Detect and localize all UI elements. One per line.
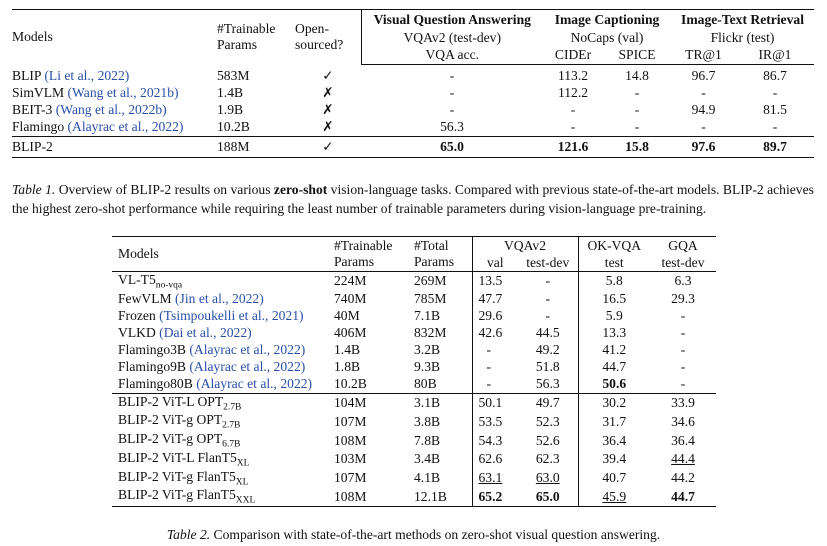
gqa-cell: 34.6 bbox=[671, 413, 695, 429]
header-open-sourced bbox=[295, 10, 361, 65]
val-cell: 63.1 bbox=[478, 469, 503, 485]
val-cell: - bbox=[486, 376, 492, 392]
okvqa-cell: 16.5 bbox=[602, 291, 627, 307]
table1-row bbox=[12, 119, 814, 137]
total-cell: 9.3B bbox=[414, 359, 472, 376]
model-name: VLKD bbox=[118, 325, 156, 341]
params-cell: 188M bbox=[217, 136, 295, 157]
vqa-cell: - bbox=[449, 68, 455, 83]
model-subscript: XXL bbox=[235, 496, 256, 507]
model-subscript: no-vqa bbox=[155, 280, 183, 291]
testdev-cell: 49.7 bbox=[518, 393, 578, 412]
total-cell: 269M bbox=[414, 272, 472, 291]
citation-link[interactable]: (Wang et al., 2022b) bbox=[55, 102, 167, 117]
val-cell: - bbox=[486, 342, 492, 358]
total-cell: 4.1B bbox=[414, 469, 472, 488]
vqa-metric: VQA acc. bbox=[361, 46, 543, 65]
header-trainable-line1: #Trainable bbox=[334, 238, 393, 253]
trainable-cell: 740M bbox=[334, 291, 367, 307]
okvqa-cell: 30.2 bbox=[578, 393, 650, 412]
testdev-cell: 49.2 bbox=[518, 342, 578, 359]
trainable-cell: 1.4B bbox=[334, 342, 361, 358]
gqa-cell: 33.9 bbox=[650, 393, 716, 412]
testdev-value: 63.0 bbox=[535, 469, 560, 485]
table2-row bbox=[112, 376, 716, 394]
tr-cell: - bbox=[701, 119, 706, 134]
model-name: Flamingo9B bbox=[118, 359, 186, 375]
table2-row-blip2 bbox=[112, 469, 716, 488]
header-total-line1: #Total bbox=[414, 238, 449, 253]
testdev-cell: - bbox=[518, 291, 578, 308]
testdev-cell: 56.3 bbox=[518, 376, 578, 394]
gqa-cell: - bbox=[680, 359, 686, 375]
table2-row bbox=[112, 291, 716, 308]
model-name: BLIP-2 ViT-L FlanT5 bbox=[118, 449, 237, 465]
testdev-cell: - bbox=[518, 272, 578, 291]
table2-row-blip2 bbox=[112, 393, 716, 412]
table1-row bbox=[12, 102, 814, 119]
citation-link[interactable]: (Jin et al., 2022) bbox=[175, 291, 264, 307]
header-trainable-line2: Params bbox=[334, 254, 375, 269]
model-name: BLIP-2 ViT-g OPT bbox=[118, 431, 223, 447]
cider-cell: 113.2 bbox=[557, 68, 589, 83]
model-name: BLIP-2 ViT-g FlanT5 bbox=[118, 487, 236, 503]
table2-row bbox=[112, 359, 716, 376]
val-cell: 62.6 bbox=[478, 451, 503, 467]
sub-val: val bbox=[472, 254, 518, 272]
model-name: SimVLM bbox=[12, 85, 65, 100]
citation-link[interactable]: (Tsimpoukelli et al., 2021) bbox=[159, 308, 304, 324]
tr-header: TR@1 bbox=[671, 46, 736, 65]
trainable-cell: 103M bbox=[334, 451, 367, 467]
citation-link[interactable]: (Alayrac et al., 2022) bbox=[196, 376, 313, 392]
trainable-cell: 40M bbox=[334, 308, 360, 324]
testdev-cell: 52.6 bbox=[518, 431, 578, 450]
vqa-cell: 65.0 bbox=[361, 136, 543, 157]
total-cell: 785M bbox=[414, 291, 472, 308]
val-cell: 13.5 bbox=[478, 273, 503, 289]
citation-link[interactable]: (Wang et al., 2021b) bbox=[67, 85, 179, 100]
ir-cell: - bbox=[772, 85, 778, 100]
vqa-cell: - bbox=[449, 85, 455, 100]
trainable-cell: 108M bbox=[334, 487, 414, 506]
gqa-cell: 6.3 bbox=[674, 273, 692, 289]
testdev-cell: 51.8 bbox=[518, 359, 578, 376]
group-captioning: Image Captioning bbox=[543, 10, 671, 30]
table2-row bbox=[112, 308, 716, 325]
table2-row bbox=[112, 272, 716, 291]
okvqa-cell: 50.6 bbox=[602, 376, 627, 392]
group-vqa: Visual Question Answering bbox=[361, 10, 543, 30]
trainable-cell: 108M bbox=[334, 432, 367, 448]
header-open-line1: Open- bbox=[295, 21, 329, 37]
vqa-cell: - bbox=[449, 102, 455, 117]
open-cell: ✓ bbox=[322, 68, 334, 83]
table2-row-blip2 bbox=[112, 487, 716, 506]
table-2-caption bbox=[0, 525, 827, 544]
table1-row bbox=[12, 85, 814, 102]
header-open-line2: sourced? bbox=[295, 37, 344, 53]
total-cell: 12.1B bbox=[414, 487, 472, 506]
header-trainable-line1: #Trainable bbox=[217, 21, 276, 37]
okvqa-cell bbox=[578, 487, 650, 506]
tr-cell: 94.9 bbox=[691, 102, 716, 117]
citation-link[interactable]: (Alayrac et al., 2022) bbox=[189, 342, 306, 358]
table2-row bbox=[112, 325, 716, 342]
header-vqav2: VQAv2 bbox=[472, 237, 578, 255]
trainable-cell: 107M bbox=[334, 413, 367, 429]
open-cell: ✓ bbox=[295, 136, 361, 157]
gqa-cell: 44.4 bbox=[671, 451, 695, 467]
caption-text: vision-language tasks. Compared with previous state-of-the-art models. BLIP-2 achieves the highest zero-shot performance while requiring the least number of trainable parameters during vision-language pre-training. bbox=[12, 182, 814, 216]
table2-row-blip2 bbox=[112, 450, 716, 469]
model-name: Frozen bbox=[118, 308, 156, 324]
caption-label: Table 1. bbox=[12, 182, 56, 197]
header-models: Models bbox=[112, 237, 334, 272]
header-total-params bbox=[414, 237, 472, 272]
total-cell: 7.1B bbox=[414, 308, 472, 325]
gqa-cell: - bbox=[680, 342, 686, 358]
ir-cell: - bbox=[772, 119, 778, 134]
model-name: Flamingo80B bbox=[118, 376, 193, 392]
vqa-dataset: VQAv2 (test-dev) bbox=[361, 29, 543, 46]
model-subscript: XL bbox=[236, 458, 250, 469]
cider-header: CIDEr bbox=[543, 46, 603, 65]
model-subscript: 2.7B bbox=[223, 402, 242, 413]
total-cell: 7.8B bbox=[414, 431, 472, 450]
citation-link[interactable]: (Alayrac et al., 2022) bbox=[189, 359, 306, 375]
citation-link[interactable]: (Alayrac et al., 2022) bbox=[67, 119, 184, 134]
okvqa-cell: 5.8 bbox=[605, 273, 623, 289]
ir-cell: 89.7 bbox=[736, 136, 814, 157]
params-cell: 583M bbox=[217, 68, 250, 83]
table2-row-blip2 bbox=[112, 412, 716, 431]
header-gqa: GQA bbox=[650, 237, 716, 255]
cider-cell: 112.2 bbox=[557, 85, 589, 100]
trainable-cell: 107M bbox=[334, 469, 367, 485]
gqa-cell: - bbox=[680, 308, 686, 324]
sub-gqa-test-dev: test-dev bbox=[650, 254, 716, 272]
caption-text: Overview of BLIP-2 results on various bbox=[55, 182, 274, 197]
testdev-cell: - bbox=[518, 308, 578, 325]
model-subscript: XL bbox=[235, 477, 249, 488]
ir-cell: 81.5 bbox=[763, 102, 787, 117]
cap-dataset: NoCaps (val) bbox=[570, 29, 644, 45]
spice-cell: 15.8 bbox=[603, 136, 671, 157]
header-total-line2: Params bbox=[414, 254, 455, 269]
total-cell: 3.4B bbox=[414, 450, 472, 469]
testdev-cell: 62.3 bbox=[518, 450, 578, 469]
ret-dataset: Flickr (test) bbox=[710, 29, 775, 45]
header-models: Models bbox=[12, 10, 217, 65]
trainable-cell: 406M bbox=[334, 325, 367, 341]
gqa-cell: 44.2 bbox=[671, 469, 695, 485]
table1-row-blip2 bbox=[12, 136, 814, 157]
citation-link[interactable]: (Dai et al., 2022) bbox=[159, 325, 252, 341]
trainable-cell: 104M bbox=[334, 393, 414, 412]
total-cell: 3.8B bbox=[414, 412, 472, 431]
open-cell: ✗ bbox=[322, 119, 334, 134]
val-cell: 54.3 bbox=[478, 432, 503, 448]
params-cell: 1.4B bbox=[217, 85, 244, 100]
val-cell: 47.7 bbox=[478, 291, 503, 307]
params-cell: 1.9B bbox=[217, 102, 244, 117]
spice-header: SPICE bbox=[603, 46, 671, 65]
model-name: FewVLM bbox=[118, 291, 172, 307]
spice-cell: - bbox=[634, 85, 640, 100]
total-cell: 3.1B bbox=[414, 393, 472, 412]
okvqa-cell: 39.4 bbox=[602, 451, 627, 467]
trainable-cell: 10.2B bbox=[334, 376, 367, 392]
model-subscript: 6.7B bbox=[222, 439, 241, 450]
model-name: BLIP-2 bbox=[12, 136, 217, 157]
val-cell: - bbox=[486, 359, 492, 375]
ir-cell: 86.7 bbox=[763, 68, 787, 83]
gqa-cell: 29.3 bbox=[671, 291, 695, 307]
testdev-cell: 44.5 bbox=[518, 325, 578, 342]
total-cell: 3.2B bbox=[414, 342, 472, 359]
table1-row bbox=[12, 68, 814, 85]
tr-cell: 97.6 bbox=[671, 136, 736, 157]
okvqa-cell: 41.2 bbox=[602, 342, 627, 358]
model-name: VL-T5 bbox=[118, 272, 156, 287]
model-name: Flamingo3B bbox=[118, 342, 186, 358]
cider-cell: 121.6 bbox=[543, 136, 603, 157]
okvqa-cell: 13.3 bbox=[602, 325, 627, 341]
params-cell: 10.2B bbox=[217, 119, 250, 134]
model-name: BLIP bbox=[12, 68, 41, 83]
table2-row-blip2 bbox=[112, 431, 716, 450]
trainable-cell: 1.8B bbox=[334, 359, 361, 375]
header-okvqa: OK-VQA bbox=[578, 237, 650, 255]
tr-cell: - bbox=[701, 85, 706, 100]
table-1-caption bbox=[12, 180, 820, 218]
val-cell: 65.2 bbox=[472, 487, 518, 506]
model-name: BLIP-2 ViT-g OPT bbox=[118, 412, 223, 428]
model-subscript: 2.7B bbox=[222, 421, 241, 432]
okvqa-cell: 44.7 bbox=[602, 359, 627, 375]
table2-row bbox=[112, 342, 716, 359]
cider-cell: - bbox=[570, 119, 576, 134]
model-name: BLIP-2 ViT-L OPT bbox=[118, 393, 224, 409]
trainable-cell: 224M bbox=[334, 273, 367, 289]
model-name: BLIP-2 ViT-g FlanT5 bbox=[118, 468, 236, 484]
header-trainable-params bbox=[217, 10, 295, 65]
header-trainable-params bbox=[334, 237, 414, 272]
caption-bold: zero-shot bbox=[273, 182, 328, 197]
table-1 bbox=[12, 9, 814, 158]
gqa-cell: 44.7 bbox=[650, 487, 716, 506]
model-name: Flamingo bbox=[12, 119, 65, 134]
vqa-cell: 56.3 bbox=[440, 119, 464, 134]
okvqa-value: 45.9 bbox=[602, 488, 627, 504]
okvqa-cell: 36.4 bbox=[602, 432, 627, 448]
testdev-cell bbox=[518, 469, 578, 488]
total-cell: 832M bbox=[414, 325, 472, 342]
okvqa-cell: 5.9 bbox=[605, 308, 623, 324]
spice-cell: 14.8 bbox=[625, 68, 649, 83]
ir-header: IR@1 bbox=[736, 46, 814, 65]
caption-text: Comparison with state-of-the-art methods on zero-shot visual question answering. bbox=[210, 527, 661, 542]
val-cell: 42.6 bbox=[478, 325, 503, 341]
total-cell: 80B bbox=[414, 376, 472, 394]
spice-cell: - bbox=[634, 119, 640, 134]
tr-cell: 96.7 bbox=[691, 68, 716, 83]
sub-test-dev: test-dev bbox=[518, 254, 578, 272]
table-2 bbox=[112, 236, 716, 507]
sub-test: test bbox=[578, 254, 650, 272]
header-trainable-line2: Params bbox=[217, 37, 258, 53]
model-name: BEIT-3 bbox=[12, 102, 53, 117]
testdev-cell: 65.0 bbox=[518, 487, 578, 506]
open-cell: ✗ bbox=[322, 85, 334, 100]
val-cell: 53.5 bbox=[478, 413, 503, 429]
val-cell: 50.1 bbox=[472, 393, 518, 412]
val-cell: 29.6 bbox=[478, 308, 503, 324]
gqa-cell: 36.4 bbox=[671, 432, 695, 448]
spice-cell: - bbox=[634, 102, 640, 117]
open-cell: ✗ bbox=[322, 102, 334, 117]
caption-label: Table 2. bbox=[166, 527, 211, 542]
testdev-cell: 52.3 bbox=[518, 412, 578, 431]
citation-link[interactable]: (Li et al., 2022) bbox=[44, 68, 130, 83]
group-retrieval: Image-Text Retrieval bbox=[671, 10, 814, 30]
cider-cell: - bbox=[570, 102, 576, 117]
gqa-cell: - bbox=[680, 325, 686, 341]
gqa-cell: - bbox=[680, 376, 686, 392]
okvqa-cell: 40.7 bbox=[602, 469, 627, 485]
okvqa-cell: 31.7 bbox=[602, 413, 627, 429]
